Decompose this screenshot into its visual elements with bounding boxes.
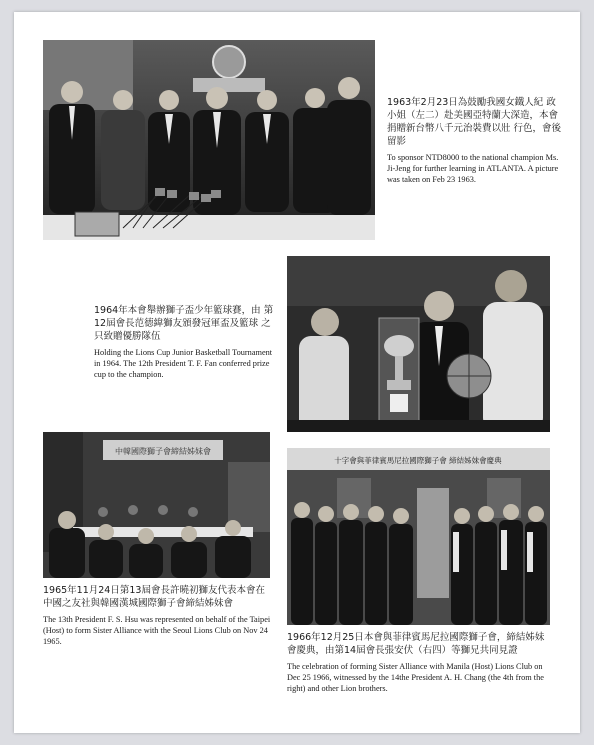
photo-seoul-sister-alliance	[43, 432, 270, 578]
caption-1964-zh: 1964年本會舉辦獅子盃少年籃球賽，由 第12屆會長范德緯獅友頒發冠軍盃及籃球 之只致贈優勝隊伍	[94, 305, 274, 342]
caption-1963	[387, 96, 565, 185]
caption-1964-en: Holding the Lions Cup Junior Basketball Tournament in 1964. The 12th President T. F. Fan conferred prize cup to the champion.	[94, 348, 273, 379]
caption-1965-en: The 13th President F. S. Hsu was represented on behalf of the Taipei (Host) to form Sister Alliance with the Seoul Lions Club on Nov 24 1965.	[43, 615, 271, 646]
caption-1966-en: The celebration of forming Sister Alliance with Manila (Host) Lions Club on Dec 25 1966, witnessed by the 14the President A. H. Chang (the 4th from the right) and other Lion brothers.	[287, 662, 544, 693]
caption-1963-en: To sponsor NTD8000 to the national champion Ms. Ji-Jeng for further learning in ATLANTA. A picture was taken on Feb 23 1963.	[387, 153, 559, 184]
photo-ji-jeng-sponsorship	[43, 40, 375, 240]
caption-1965-zh: 1965年11月24日第13屆會長許曉初獅友代表本會在 中國之友社與韓國漢城國際獅子會締結姊妹會	[43, 585, 265, 609]
caption-1963-zh: 1963年2月23日為鼓勵我國女鐵人紀 政小姐（左二）赴美國亞特蘭大深造，本會捐贈新台幣八千元治裝費以壯 行色，會後留影	[387, 97, 562, 147]
caption-1964	[94, 304, 278, 380]
caption-1965	[43, 584, 275, 647]
page-sheet	[14, 12, 580, 733]
photo-basketball-cup	[287, 256, 550, 432]
photo-manila-sister-alliance	[287, 448, 550, 625]
caption-1966-zh: 1966年12月25日本會與菲律賓馬尼拉國際獅子會，締結姊妹 會慶典，由第14屆會長張安伏（右四）等獅兄共同見證	[287, 632, 545, 656]
caption-1966	[287, 631, 555, 694]
photo-seoul-banner: 中韓國際獅子會締結姊妹會	[115, 447, 211, 456]
photo-manila-banner: 十字會與菲律賓馬尼拉國際獅子會 締結姊妹會慶典	[334, 456, 502, 465]
